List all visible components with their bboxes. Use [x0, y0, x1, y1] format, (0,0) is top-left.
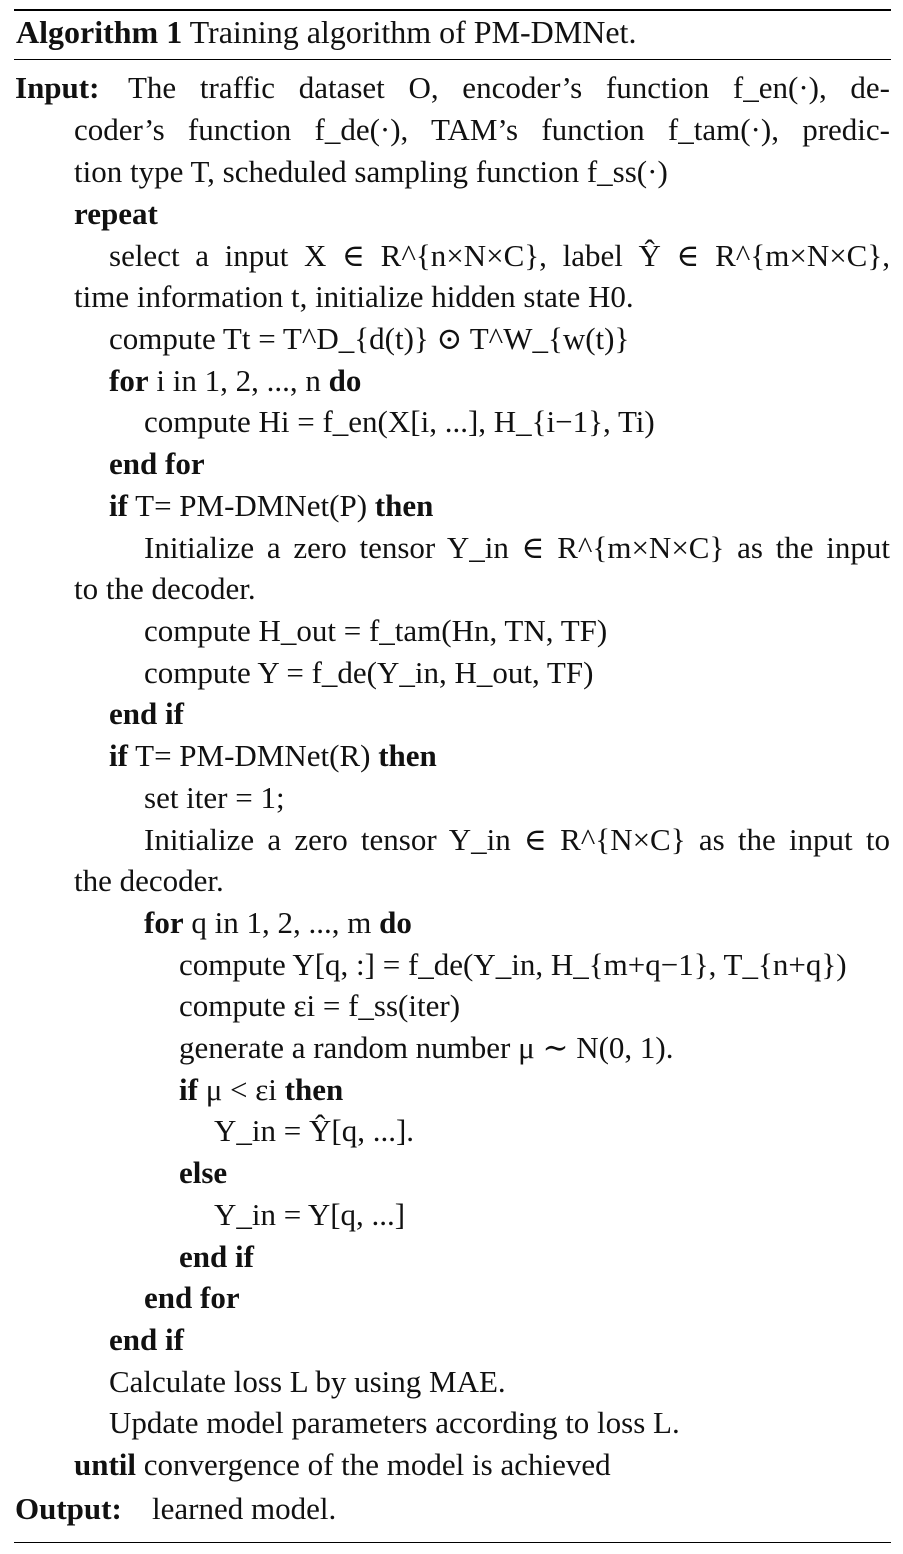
- top-rule: [14, 9, 891, 11]
- step-text: compute Y[q, :] = f_de(Y_in, H_{m+q−1}, T_{n+q}): [179, 947, 847, 982]
- step-text: if T= PM-DMNet(R) then: [109, 738, 437, 773]
- step-text: repeat: [74, 196, 158, 231]
- step-text: end for: [144, 1280, 240, 1315]
- step-text: compute εi = f_ss(iter): [179, 988, 461, 1023]
- step-text: end if: [109, 1322, 184, 1357]
- step-text: end if: [179, 1239, 254, 1274]
- input-text-2: coder’s function f_de(·), TAM’s function f_tam(·), predic-: [74, 112, 890, 147]
- step-text: end for: [109, 446, 205, 481]
- output-text: learned model.: [152, 1491, 337, 1526]
- step-text: Initialize a zero tensor Y_in ∈ R^{N×C} as the input to: [144, 822, 890, 857]
- bottom-rule: [14, 1542, 891, 1543]
- step-continuation-text: the decoder.: [74, 863, 224, 898]
- caption-title: Training algorithm of PM-DMNet.: [189, 14, 637, 50]
- step-text: Y_in = Y[q, ...]: [214, 1197, 406, 1232]
- step-text: for i in 1, 2, ..., n do: [109, 363, 362, 398]
- output-label: Output:: [15, 1491, 122, 1526]
- input-label: Input:: [15, 70, 100, 105]
- input-text-1: The traffic dataset O, encoder’s function f_en(·), de-: [128, 70, 890, 105]
- step-text: if T= PM-DMNet(P) then: [109, 488, 434, 523]
- caption-label: Algorithm 1: [16, 14, 183, 50]
- step-text: generate a random number μ ∼ N(0, 1).: [179, 1030, 674, 1065]
- step-text: end if: [109, 696, 184, 731]
- step-text: Initialize a zero tensor Y_in ∈ R^{m×N×C} as the input: [144, 530, 890, 565]
- step-text: compute Tt = T^D_{d(t)} ⊙ T^W_{w(t)}: [109, 321, 630, 356]
- step-text: else: [179, 1155, 228, 1190]
- step-text: Calculate loss L by using MAE.: [109, 1364, 506, 1399]
- step-text: Update model parameters according to loss L.: [109, 1405, 680, 1440]
- step-text: until convergence of the model is achieved: [74, 1447, 611, 1482]
- step-continuation-text: time information t, initialize hidden state H0.: [74, 279, 634, 314]
- step-text: compute H_out = f_tam(Hn, TN, TF): [144, 613, 608, 648]
- step-text: select a input X ∈ R^{n×N×C}, label Ŷ ∈ R^{m×N×C},: [109, 238, 890, 273]
- input-text-3: tion type T, scheduled sampling function f_ss(·): [74, 154, 668, 189]
- step-text: for q in 1, 2, ..., m do: [144, 905, 412, 940]
- step-text: compute Y = f_de(Y_in, H_out, TF): [144, 655, 594, 690]
- step-text: set iter = 1;: [144, 780, 285, 815]
- algorithm-caption: [16, 12, 636, 52]
- step-text: compute Hi = f_en(X[i, ...], H_{i−1}, Ti): [144, 404, 655, 439]
- step-text: Y_in = Ŷ[q, ...].: [214, 1113, 415, 1148]
- caption-rule: [14, 59, 891, 60]
- step-continuation-text: to the decoder.: [74, 571, 256, 606]
- step-text: if μ < εi then: [179, 1072, 344, 1107]
